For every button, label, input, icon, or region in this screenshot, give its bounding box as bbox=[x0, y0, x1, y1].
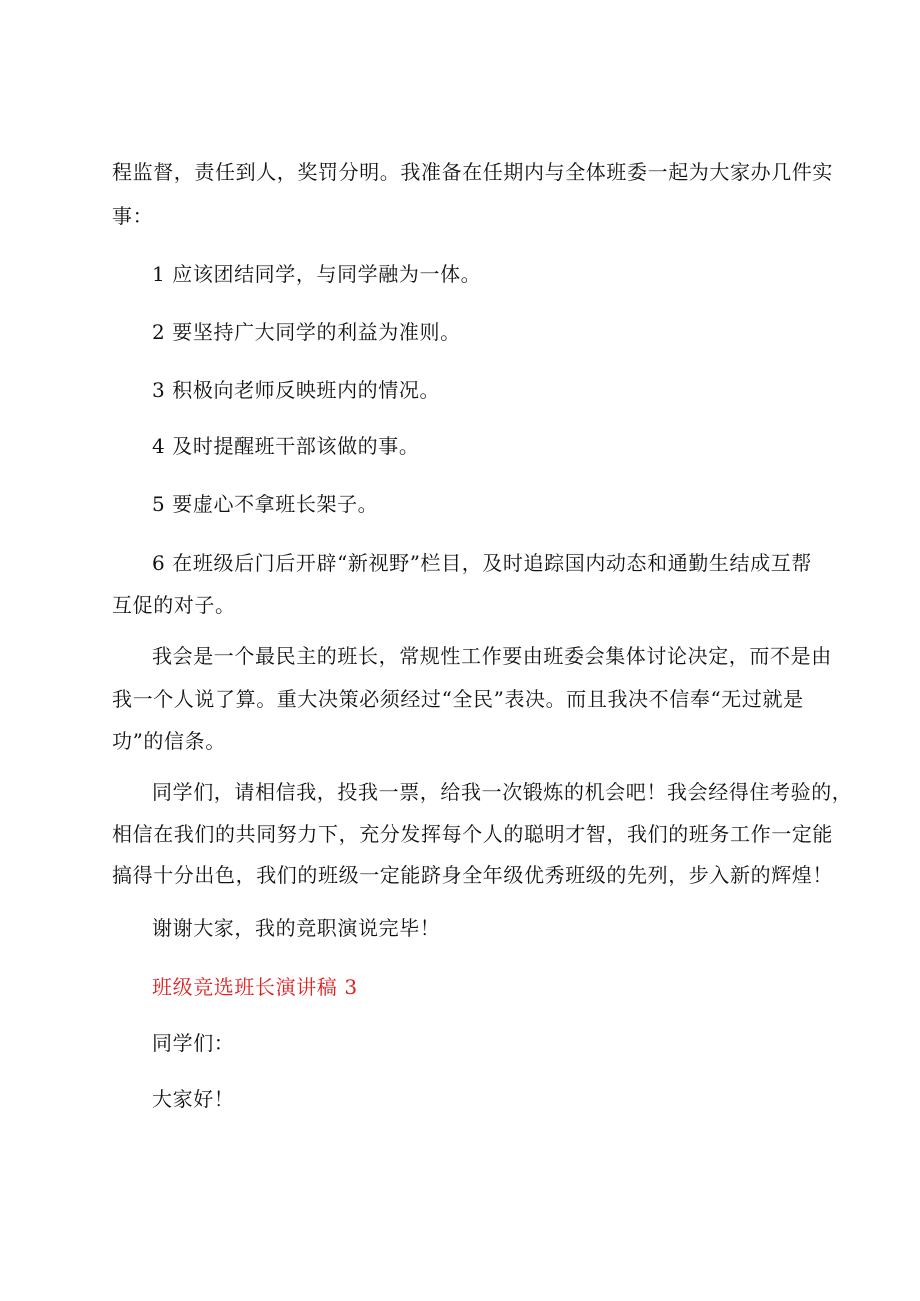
thanks-line: 谢谢大家，我的竞职演说完毕！ bbox=[152, 916, 441, 940]
list-item-1: 1 应该团结同学，与同学融为一体。 bbox=[152, 262, 482, 286]
greeting-line-1: 同学们： bbox=[152, 1031, 235, 1055]
paragraph-appeal-line-3: 搞得十分出色，我们的班级一定能跻身全年级优秀班级的先列，步入新的辉煌！ bbox=[112, 863, 833, 887]
paragraph-democracy-line-1: 我会是一个最民主的班长，常规性工作要由班委会集体讨论决定，而不是由 bbox=[152, 644, 832, 668]
paragraph-appeal-line-2: 相信在我们的共同努力下，充分发挥每个人的聪明才智，我们的班务工作一定能 bbox=[112, 822, 833, 846]
list-item-4: 4 及时提醒班干部该做的事。 bbox=[152, 434, 420, 458]
list-item-5: 5 要虚心不拿班长架子。 bbox=[152, 492, 379, 516]
list-item-6-line-1: 6 在班级后门后开辟“新视野”栏目，及时追踪国内动态和通勤生结成互帮 bbox=[152, 551, 812, 575]
paragraph-line: 事： bbox=[112, 204, 154, 228]
paragraph-democracy-line-3: 功”的信条。 bbox=[112, 729, 226, 753]
paragraph-line: 程监督，责任到人，奖罚分明。我准备在任期内与全体班委一起为大家办几件实 bbox=[112, 160, 833, 184]
paragraph-democracy-line-2: 我一个人说了算。重大决策必须经过“全民”表决。而且我决不信奉“无过就是 bbox=[112, 687, 804, 711]
list-item-2: 2 要坚持广大同学的利益为准则。 bbox=[152, 320, 461, 344]
section-title: 班级竞选班长演讲稿 3 bbox=[152, 975, 358, 999]
greeting-line-2: 大家好！ bbox=[152, 1087, 235, 1111]
paragraph-appeal-line-1: 同学们，请相信我，投我一票，给我一次锻炼的机会吧！我会经得住考验的， bbox=[152, 780, 853, 804]
list-item-6-line-2: 互促的对子。 bbox=[112, 593, 236, 617]
list-item-3: 3 积极向老师反映班内的情况。 bbox=[152, 378, 441, 402]
